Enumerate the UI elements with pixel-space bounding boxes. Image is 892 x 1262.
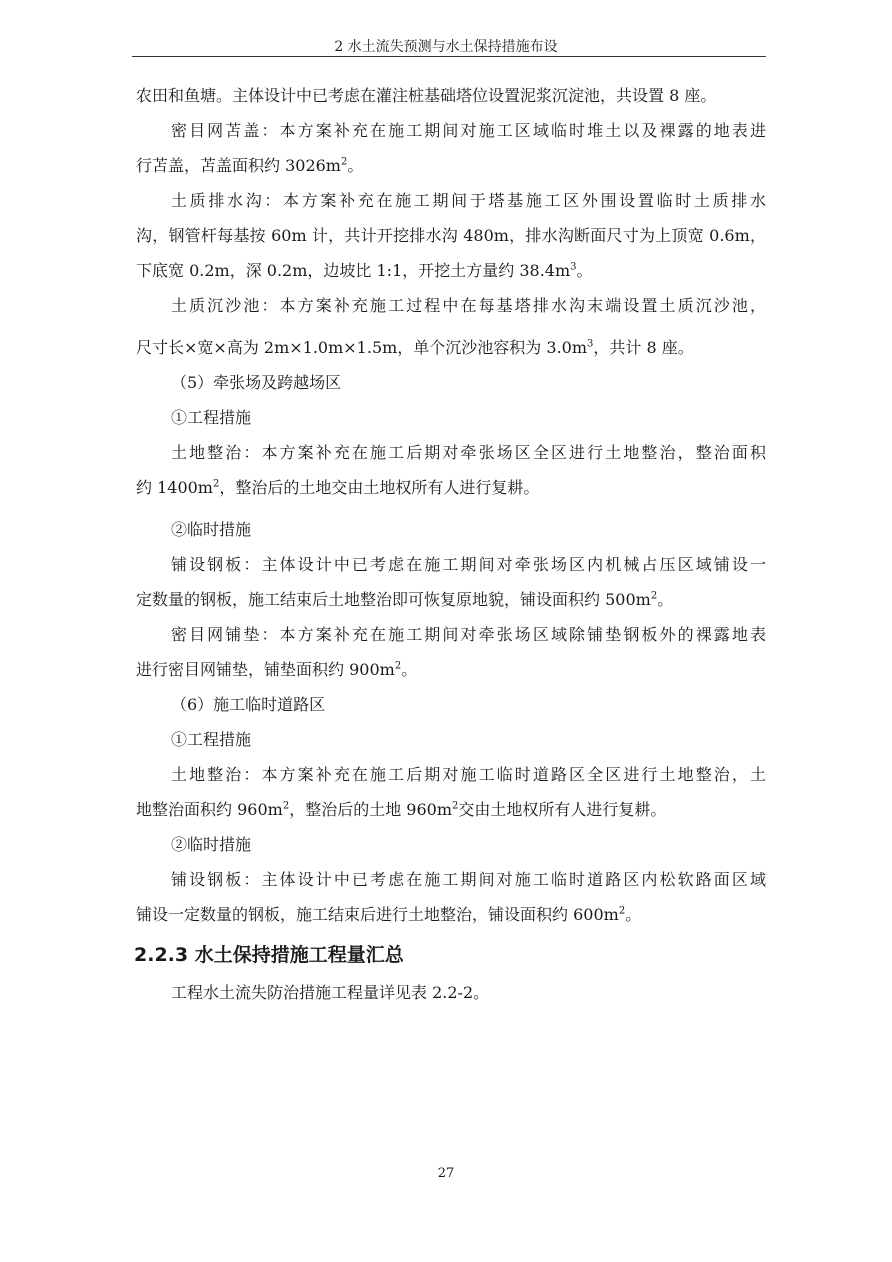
section-title: （5）牵张场及跨越场区 [171, 373, 342, 392]
paragraph-line: 农田和鱼塘。主体设计中已考虑在灌注桩基础塔位设置泥浆沉淀池，共设置 8 座。 [136, 86, 717, 105]
paragraph-line [136, 261, 766, 281]
paragraph-line: 土质排水沟：本方案补充在施工期间于塔基施工区外围设置临时土质排水 [171, 191, 766, 210]
superscript: 2 [452, 800, 459, 812]
section-heading: 2.2.3 水土保持措施工程量汇总 [134, 944, 404, 966]
text-run: 约 1400m [136, 478, 213, 497]
superscript: 2 [282, 800, 290, 812]
subsection-title: ②临时措施 [171, 835, 252, 854]
text-run: ，整治后的土地交由土地权所有人进行复耕。 [219, 478, 540, 497]
paragraph-line: 铺设钢板：主体设计中已考虑在施工期间对牵张场区内机械占压区域铺设一 [171, 555, 766, 574]
paragraph-line: 土地整治：本方案补充在施工后期对牵张场区全区进行土地整治，整治面积 [171, 443, 766, 462]
subsection-title: ②临时措施 [171, 520, 252, 539]
paragraph-line [136, 590, 766, 610]
page-number: 27 [437, 1166, 455, 1181]
paragraph-line [136, 800, 766, 820]
paragraph-line [136, 338, 766, 358]
text-run: 。 [401, 660, 418, 679]
text-run: 。 [625, 905, 642, 924]
text-run: 铺设一定数量的钢板，施工结束后进行土地整治，铺设面积约 600m [136, 905, 619, 924]
subsection-title: ①工程措施 [171, 408, 252, 427]
text-run: ，共计 8 座。 [593, 338, 694, 357]
superscript: 2 [618, 905, 626, 917]
paragraph-line: 密目网苫盖：本方案补充在施工期间对施工区域临时堆土以及裸露的地表进 [171, 121, 766, 140]
paragraph-line: 工程水土流失防治措施工程量详见表 2.2-2。 [171, 983, 490, 1002]
paragraph-line [136, 478, 766, 498]
text-run: 定数量的钢板，施工结束后土地整治即可恢复原地貌，铺设面积约 500m [136, 590, 651, 609]
text-run: 交由土地权所有人进行复耕。 [458, 800, 667, 819]
paragraph-line [136, 156, 766, 176]
superscript: 2 [394, 660, 402, 672]
text-run: 。 [347, 156, 364, 175]
running-header: 2 水土流失预测与水土保持措施布设 [334, 39, 558, 55]
superscript: 2 [650, 590, 658, 602]
text-run: 。 [657, 590, 674, 609]
text-run: 。 [576, 261, 593, 280]
paragraph-line [136, 660, 766, 680]
text-run: 地整治面积约 960m [136, 800, 283, 819]
text-run: 尺寸长×宽×高为 2m×1.0m×1.5m，单个沉沙池容积为 3.0m [136, 338, 588, 357]
text-run: 行苫盖，苫盖面积约 3026m [136, 156, 341, 175]
section-title: （6）施工临时道路区 [171, 695, 326, 714]
paragraph-line: 密目网铺垫：本方案补充在施工期间对牵张场区域除铺垫钢板外的裸露地表 [171, 625, 766, 644]
paragraph-line: 土地整治：本方案补充在施工后期对施工临时道路区全区进行土地整治，土 [171, 765, 766, 784]
paragraph-line [136, 905, 766, 925]
paragraph-line: 沟，钢管杆每基按 60m 计，共计开挖排水沟 480m，排水沟断面尺寸为上顶宽 0.6m， [136, 226, 766, 245]
subsection-title: ①工程措施 [171, 730, 252, 749]
superscript: 2 [212, 478, 220, 490]
header-divider [132, 56, 766, 57]
superscript: 3 [587, 338, 594, 350]
text-run: 下底宽 0.2m，深 0.2m，边坡比 1:1，开挖土方量约 38.4m [136, 261, 571, 280]
paragraph-line: 土质沉沙池：本方案补充施工过程中在每基塔排水沟末端设置土质沉沙池， [171, 296, 766, 315]
text-run: 进行密目网铺垫，铺垫面积约 900m [136, 660, 395, 679]
superscript: 2 [340, 156, 348, 168]
paragraph-line: 铺设钢板：主体设计中已考虑在施工期间对施工临时道路区内松软路面区域 [171, 870, 766, 889]
text-run: ，整治后的土地 960m [289, 800, 452, 819]
superscript: 3 [570, 261, 577, 273]
